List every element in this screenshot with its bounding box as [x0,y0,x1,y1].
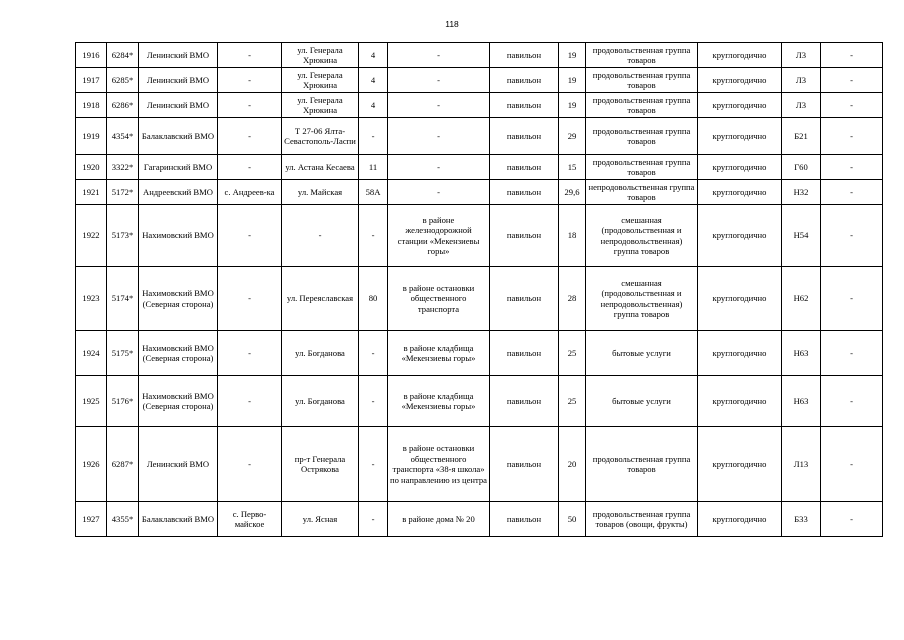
table-row [76,331,883,376]
cell-note: - [821,205,883,267]
cell-area: 15 [559,155,586,180]
cell-object-type: павильон [490,155,559,180]
cell-registry-number: 5175* [107,331,139,376]
cell-registry-number: 6284* [107,43,139,68]
table-row [76,180,883,205]
cell-row-number: 1924 [76,331,107,376]
cell-row-number: 1916 [76,43,107,68]
cell-district: Балаклавский ВМО [139,118,218,155]
cell-house-number: 80 [359,267,388,331]
cell-settlement: с. Перво-майское [218,502,282,537]
cell-row-number: 1921 [76,180,107,205]
cell-scheme-code: Г60 [782,155,821,180]
cell-object-type: павильон [490,267,559,331]
cell-street: ул. Генерала Хрюкина [282,43,359,68]
cell-house-number: - [359,427,388,502]
cell-scheme-code: Н62 [782,267,821,331]
cell-district: Андреевский ВМО [139,180,218,205]
cell-operating-period: круглогодично [698,68,782,93]
cell-operating-period: круглогодично [698,205,782,267]
cell-area: 25 [559,376,586,427]
cell-district: Нахимовский ВМО (Северная сторона) [139,267,218,331]
cell-area: 20 [559,427,586,502]
table-row [76,376,883,427]
cell-landmark: - [388,155,490,180]
cell-district: Балаклавский ВМО [139,502,218,537]
table-row [76,155,883,180]
cell-object-type: павильон [490,205,559,267]
cell-registry-number: 5172* [107,180,139,205]
cell-district: Нахимовский ВМО (Северная сторона) [139,331,218,376]
cell-operating-period: круглогодично [698,93,782,118]
cell-street: ул. Генерала Хрюкина [282,93,359,118]
table-row [76,93,883,118]
cell-registry-number: 5176* [107,376,139,427]
cell-settlement: - [218,376,282,427]
cell-object-type: павильон [490,93,559,118]
cell-registry-number: 6286* [107,93,139,118]
cell-product-group: бытовые услуги [586,331,698,376]
cell-row-number: 1920 [76,155,107,180]
cell-area: 19 [559,68,586,93]
cell-product-group: непродовольственная группа товаров [586,180,698,205]
cell-note: - [821,118,883,155]
cell-house-number: 58А [359,180,388,205]
cell-landmark: в районе остановки общественного транспорта [388,267,490,331]
page-number: 118 [445,19,459,29]
cell-operating-period: круглогодично [698,155,782,180]
cell-row-number: 1922 [76,205,107,267]
cell-product-group: продовольственная группа товаров [586,427,698,502]
cell-row-number: 1927 [76,502,107,537]
cell-product-group: продовольственная группа товаров (овощи, фрукты) [586,502,698,537]
cell-operating-period: круглогодично [698,43,782,68]
cell-object-type: павильон [490,118,559,155]
cell-street: ул. Майская [282,180,359,205]
cell-note: - [821,376,883,427]
cell-district: Ленинский ВМО [139,93,218,118]
cell-registry-number: 6285* [107,68,139,93]
cell-row-number: 1926 [76,427,107,502]
cell-house-number: - [359,331,388,376]
cell-registry-number: 6287* [107,427,139,502]
cell-house-number: - [359,502,388,537]
cell-house-number: 4 [359,68,388,93]
cell-product-group: смешанная (продовольственная и непродовольственная) группа товаров [586,267,698,331]
cell-landmark: в районе кладбища «Мекензиевы горы» [388,331,490,376]
cell-street: ул. Переяславская [282,267,359,331]
cell-district: Ленинский ВМО [139,68,218,93]
cell-note: - [821,155,883,180]
cell-landmark: - [388,43,490,68]
cell-object-type: павильон [490,502,559,537]
cell-area: 29 [559,118,586,155]
cell-operating-period: круглогодично [698,502,782,537]
cell-street: пр-т Генерала Острякова [282,427,359,502]
cell-object-type: павильон [490,68,559,93]
table-row [76,205,883,267]
cell-note: - [821,68,883,93]
cell-area: 25 [559,331,586,376]
cell-landmark: в районе железнодорожной станции «Мекензиевы горы» [388,205,490,267]
cell-product-group: продовольственная группа товаров [586,68,698,93]
cell-area: 19 [559,93,586,118]
cell-operating-period: круглогодично [698,180,782,205]
cell-area: 18 [559,205,586,267]
cell-area: 19 [559,43,586,68]
cell-registry-number: 5173* [107,205,139,267]
cell-registry-number: 4354* [107,118,139,155]
table-row [76,68,883,93]
cell-landmark: в районе кладбища «Мекензиевы горы» [388,376,490,427]
cell-row-number: 1919 [76,118,107,155]
cell-scheme-code: Н63 [782,331,821,376]
cell-product-group: продовольственная группа товаров [586,155,698,180]
cell-area: 29,6 [559,180,586,205]
cell-row-number: 1917 [76,68,107,93]
cell-note: - [821,502,883,537]
cell-settlement: - [218,331,282,376]
cell-district: Нахимовский ВМО (Северная сторона) [139,376,218,427]
cell-district: Гагаринский ВМО [139,155,218,180]
cell-settlement: - [218,267,282,331]
cell-street: - [282,205,359,267]
cell-scheme-code: Л3 [782,68,821,93]
table-row [76,427,883,502]
kiosk-placement-table [75,42,883,537]
cell-note: - [821,427,883,502]
table-row [76,267,883,331]
cell-object-type: павильон [490,376,559,427]
cell-operating-period: круглогодично [698,118,782,155]
cell-row-number: 1925 [76,376,107,427]
cell-note: - [821,93,883,118]
cell-landmark: - [388,93,490,118]
cell-settlement: - [218,93,282,118]
cell-settlement: - [218,43,282,68]
cell-settlement: - [218,205,282,267]
cell-object-type: павильон [490,331,559,376]
cell-settlement: - [218,427,282,502]
cell-street: ул. Астана Кесаева [282,155,359,180]
cell-note: - [821,331,883,376]
cell-object-type: павильон [490,43,559,68]
cell-house-number: - [359,376,388,427]
cell-operating-period: круглогодично [698,331,782,376]
cell-district: Ленинский ВМО [139,427,218,502]
cell-row-number: 1918 [76,93,107,118]
cell-street: ул. Ясная [282,502,359,537]
cell-operating-period: круглогодично [698,376,782,427]
cell-street: ул. Генерала Хрюкина [282,68,359,93]
cell-landmark: в районе дома № 20 [388,502,490,537]
cell-landmark: - [388,68,490,93]
cell-house-number: 11 [359,155,388,180]
cell-district: Нахимовский ВМО [139,205,218,267]
cell-settlement: - [218,118,282,155]
cell-row-number: 1923 [76,267,107,331]
cell-landmark: - [388,180,490,205]
cell-scheme-code: Н32 [782,180,821,205]
cell-house-number: 4 [359,93,388,118]
cell-street: ул. Богданова [282,376,359,427]
cell-settlement: - [218,68,282,93]
cell-house-number: - [359,118,388,155]
cell-product-group: продовольственная группа товаров [586,118,698,155]
cell-scheme-code: Л3 [782,93,821,118]
cell-street: Т 27-06 Ялта-Севастополь-Ласпи [282,118,359,155]
table-row [76,118,883,155]
cell-area: 50 [559,502,586,537]
cell-landmark: в районе остановки общественного транспорта «38-я школа» по направлению из центра [388,427,490,502]
cell-scheme-code: Н54 [782,205,821,267]
cell-scheme-code: Л3 [782,43,821,68]
cell-street: ул. Богданова [282,331,359,376]
cell-product-group: продовольственная группа товаров [586,93,698,118]
cell-registry-number: 4355* [107,502,139,537]
cell-product-group: смешанная (продовольственная и непродовольственная) группа товаров [586,205,698,267]
cell-registry-number: 5174* [107,267,139,331]
cell-object-type: павильон [490,180,559,205]
cell-house-number: 4 [359,43,388,68]
cell-district: Ленинский ВМО [139,43,218,68]
table-row [76,502,883,537]
table-row [76,43,883,68]
cell-scheme-code: Б21 [782,118,821,155]
cell-note: - [821,267,883,331]
cell-landmark: - [388,118,490,155]
cell-product-group: бытовые услуги [586,376,698,427]
cell-settlement: с. Андреев-ка [218,180,282,205]
cell-operating-period: круглогодично [698,427,782,502]
cell-area: 28 [559,267,586,331]
cell-product-group: продовольственная группа товаров [586,43,698,68]
cell-house-number: - [359,205,388,267]
cell-note: - [821,43,883,68]
cell-scheme-code: Л13 [782,427,821,502]
cell-scheme-code: Б33 [782,502,821,537]
cell-object-type: павильон [490,427,559,502]
cell-note: - [821,180,883,205]
cell-registry-number: 3322* [107,155,139,180]
cell-scheme-code: Н63 [782,376,821,427]
cell-settlement: - [218,155,282,180]
cell-operating-period: круглогодично [698,267,782,331]
